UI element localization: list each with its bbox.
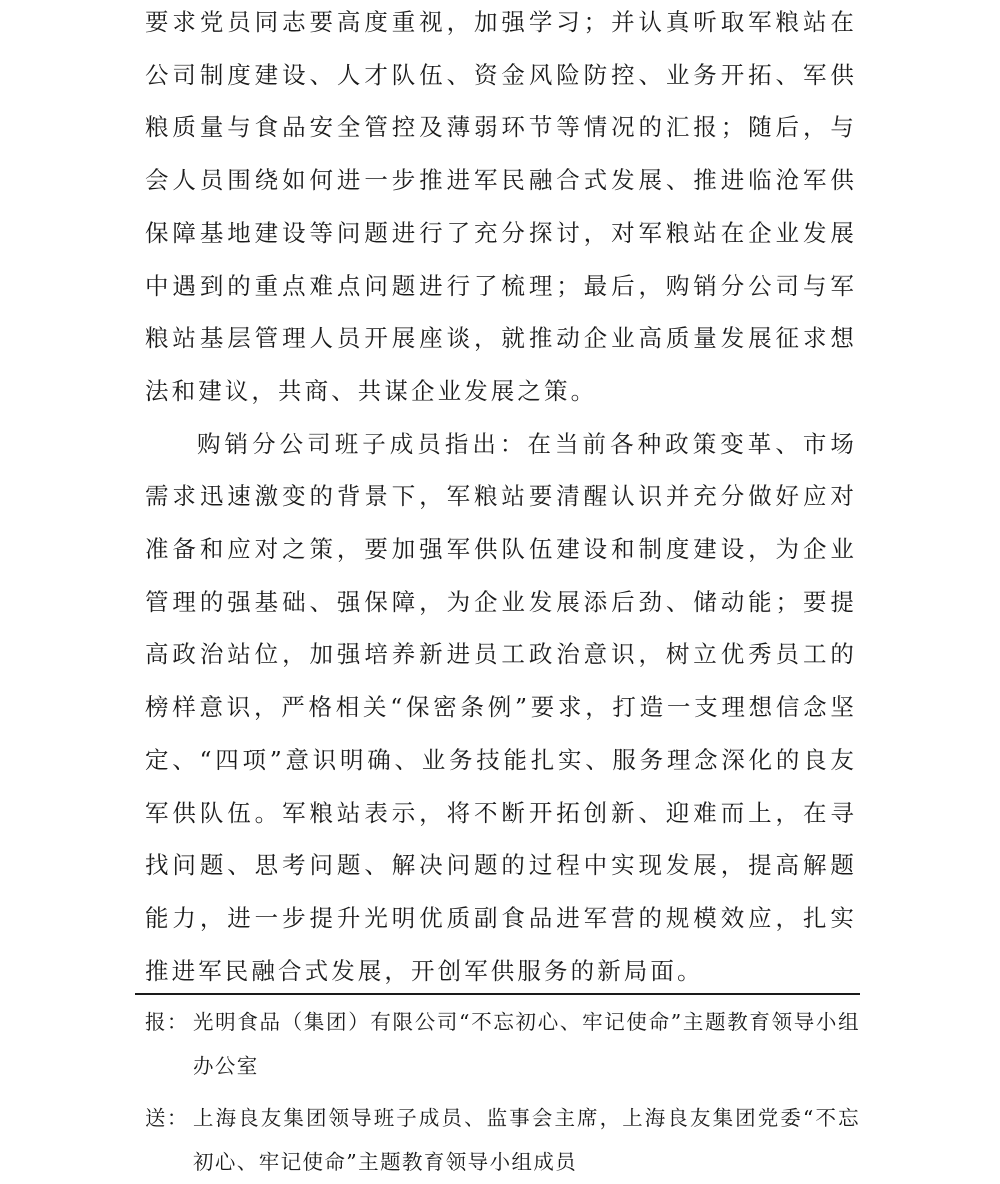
paragraph-meeting-summary: 要求党员同志要高度重视，加强学习；并认真听取军粮站在公司制度建设、人才队伍、资金风险防控、业务开拓、军供粮质量与食品安全管控及薄弱环节等情况的汇报；随后，与会人员围绕如何进一步推进军民融合式发展、推进临沧军供保障基地建设等问题进行了充分探讨，对军粮站在企业发展中遇到的重点难点问题进行了梳理；最后，购销分公司与军粮站基层管理人员开展座谈，就推动企业高质量发展征求想法和建议，共商、共谋企业发展之策。 bbox=[145, 8, 857, 405]
footer-report-label: 报： bbox=[145, 1010, 189, 1034]
paragraph-leadership-remarks: 购销分公司班子成员指出：在当前各种政策变革、市场需求迅速激变的背景下，军粮站要清醒认识并充分做好应对准备和应对之策，要加强军供队伍建设和制度建设，为企业管理的强基础、强保障，为企业发展添后劲、储动能；要提高政治站位，加强培养新进员工政治意识，树立优秀员工的榜样意识，严格相关“保密条例”要求，打造一支理想信念坚定、“四项”意识明确、业务技能扎实、服务理念深化的良友军供队伍。军粮站表示，将不断开拓创新、迎难而上，在寻找问题、思考问题、解决问题的过程中实现发展，提高解题能力，进一步提升光明优质副食品进军营的规模效应，扎实推进军民融合式发展，开创军供服务的新局面。 bbox=[145, 429, 857, 985]
footer-send-recipients: 上海良友集团领导班子成员、监事会主席，上海良友集团党委“不忘初心、牢记使命”主题教育领导小组成员 bbox=[193, 1106, 860, 1174]
distribution-footer bbox=[145, 1000, 860, 1184]
footer-send-row bbox=[145, 1096, 860, 1184]
footer-send-label: 送： bbox=[145, 1106, 189, 1130]
document-body bbox=[145, 0, 857, 997]
footer-divider bbox=[135, 993, 860, 995]
footer-report-row bbox=[145, 1000, 860, 1088]
footer-report-recipients: 光明食品（集团）有限公司“不忘初心、牢记使命”主题教育领导小组办公室 bbox=[193, 1010, 860, 1078]
